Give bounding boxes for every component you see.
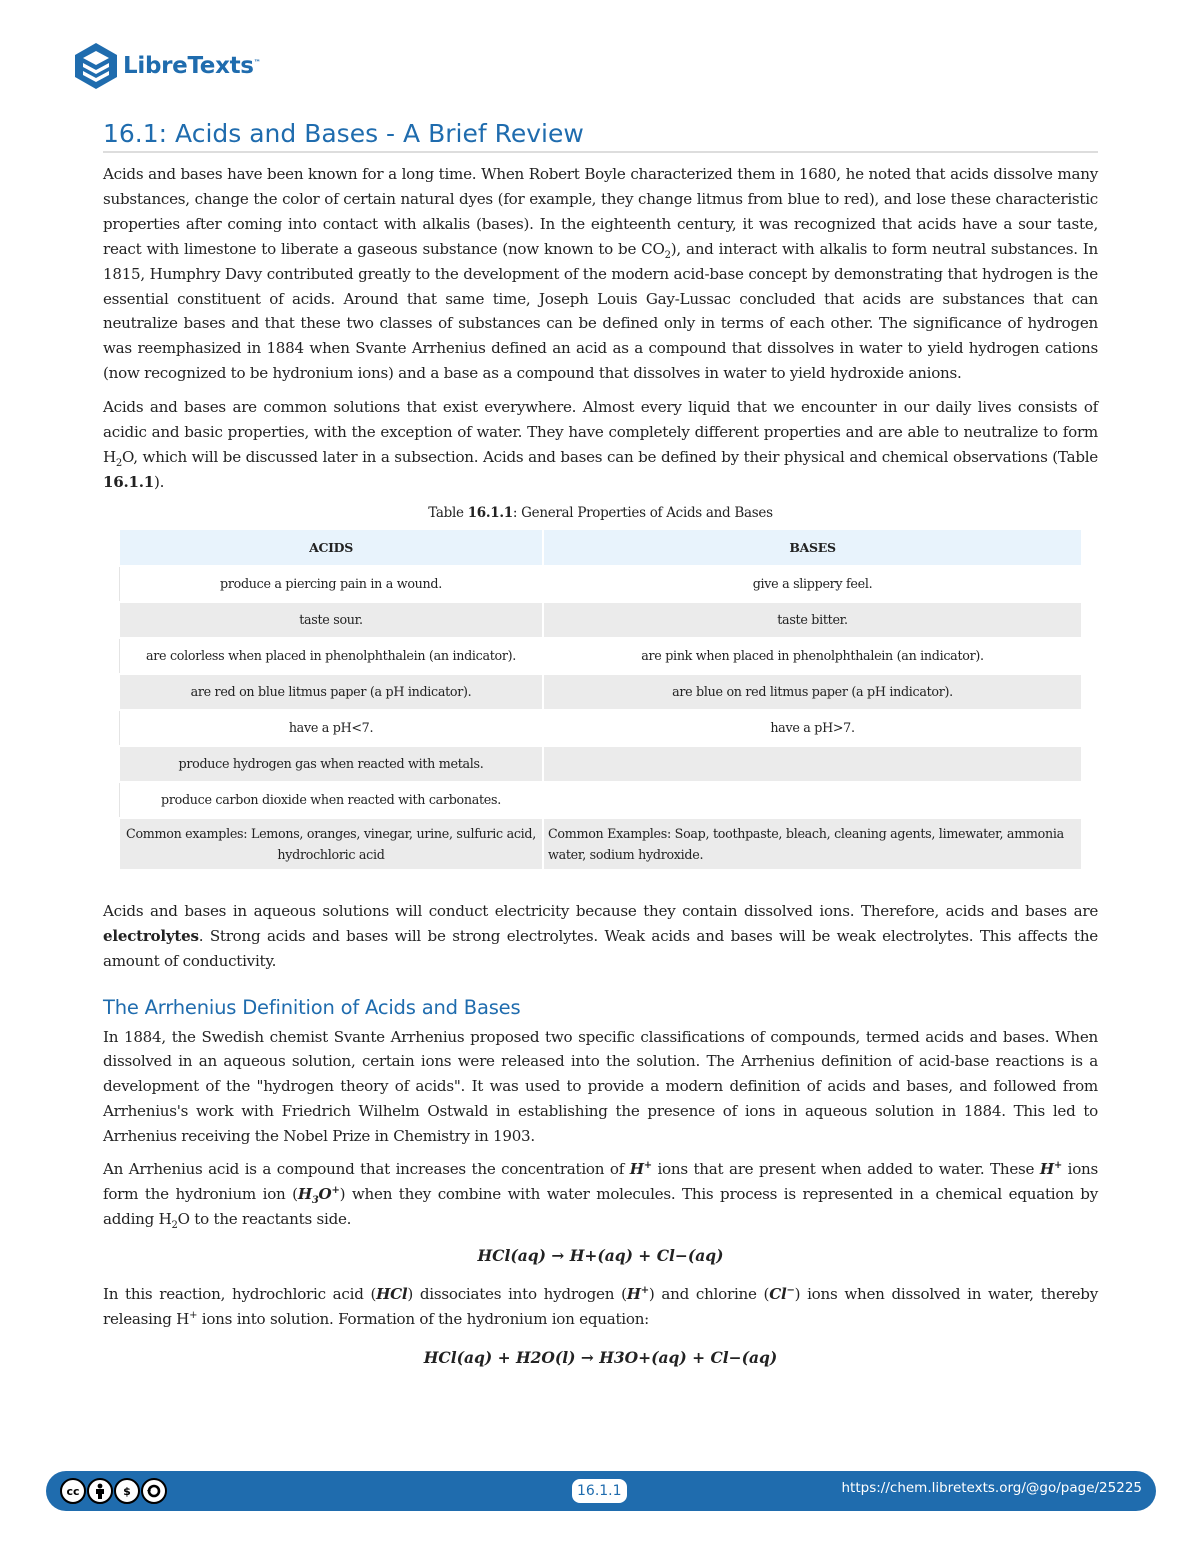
acid-cell: are red on blue litmus paper (a pH indicator). <box>119 674 543 710</box>
acid-cell: produce a piercing pain in a wound. <box>119 566 543 602</box>
table-row <box>119 674 1082 710</box>
table-row <box>119 746 1082 782</box>
page-footer <box>46 1471 1156 1511</box>
table-reference-link[interactable]: 16.1.1 <box>103 472 155 491</box>
page-title: 16.1: Acids and Bases - A Brief Review <box>103 119 1098 153</box>
column-header-bases: BASES <box>543 529 1082 566</box>
logo-text: LibreTexts™ <box>123 53 261 79</box>
libretexts-cube-icon <box>73 41 119 91</box>
base-cell: give a slippery feel. <box>543 566 1082 602</box>
arrhenius-paragraph: In 1884, the Swedish chemist Svante Arrhenius proposed two specific classifications of compounds, termed acids and bases. When dissolved in an aqueous solution, certain ions were released into the solution. The Arrhenius definition of acid-base reactions is a development of the "hydrogen theory of acids". It was used to provide a modern definition of acids and bases, and followed from Arrhenius's work with Friedrich Wilhelm Ostwald in establishing the presence of ions in aqueous solution in 1884. This led to Arrhenius receiving the Nobel Prize in Chemistry in 1903. <box>103 1027 1098 1146</box>
page-number: 16.1.1 <box>572 1479 627 1503</box>
creative-commons-license[interactable] <box>60 1478 168 1504</box>
sharealike-icon <box>141 1478 167 1504</box>
arrhenius-acid-paragraph: An Arrhenius acid is a compound that increases the concentration of H+ ions that are present when added to water. These H+ ions form the hydronium ion $(H_3O^+)$ when they combine with water molecules. This process is represented in a chemical equation by adding $H_2O$ to the reactants side. <box>103 1160 1098 1231</box>
acid-cell: have a pH<7. <box>119 710 543 746</box>
base-cell <box>543 782 1082 818</box>
equation-hcl-dissociation: HCl(aq) → H+(aq) + Cl−(aq) <box>477 1245 724 1265</box>
column-header-acids: ACIDS <box>119 529 543 566</box>
table-row <box>119 818 1082 870</box>
electrolytes-paragraph: Acids and bases in aqueous solutions will conduct electricity because they contain dissolved ions. Therefore, acids and bases are electrolytes. Strong acids and bases will be strong electrolytes. Weak acids and bases will be weak electrolytes. This affects the amount of conductivity. <box>103 901 1098 970</box>
noncommercial-icon: $ <box>114 1478 140 1504</box>
base-cell: are blue on red litmus paper (a pH indicator). <box>543 674 1082 710</box>
base-cell: have a pH>7. <box>543 710 1082 746</box>
section-heading-arrhenius: The Arrhenius Definition of Acids and Bases <box>103 995 521 1019</box>
table-row <box>119 566 1082 602</box>
equation-hydronium-formation: HCl(aq) + H2O(l) → H3O+(aq) + Cl−(aq) <box>423 1347 778 1367</box>
table-header-row <box>119 529 1082 566</box>
acid-cell: produce carbon dioxide when reacted with carbonates. <box>119 782 543 818</box>
table-caption: Table 16.1.1: General Properties of Acids and Bases <box>428 504 773 521</box>
base-cell: taste bitter. <box>543 602 1082 638</box>
table-row <box>119 710 1082 746</box>
base-cell: are pink when placed in phenolphthalein (an indicator). <box>543 638 1082 674</box>
table-row <box>119 782 1082 818</box>
properties-table <box>118 528 1083 871</box>
hcl-paragraph: In this reaction, hydrochloric acid (HCl) dissociates into hydrogen (H+) and chlorine (Cl−) ions when dissolved in water, thereby releasing H+ ions into solution. Formation of the hydronium ion equation: <box>103 1284 1098 1328</box>
acid-cell: Common examples: Lemons, oranges, vinegar, urine, sulfuric acid, hydrochloric acid <box>119 818 543 870</box>
by-attribution-icon <box>87 1478 113 1504</box>
acid-cell: produce hydrogen gas when reacted with metals. <box>119 746 543 782</box>
cc-icon: cc <box>60 1478 86 1504</box>
table-row <box>119 602 1082 638</box>
intro-paragraph-2: Acids and bases are common solutions that exist everywhere. Almost every liquid that we encounter in our daily lives consists of acidic and basic properties, with the exception of water. They have completely different properties and are able to neutralize to form $H_2O$, which will be discussed later in a subsection. Acids and bases can be defined by their physical and chemical observations (Table 16.1.1). <box>103 398 1098 491</box>
intro-paragraph: Acids and bases have been known for a long time. When Robert Boyle characterized them in 1680, he noted that acids dissolve many substances, change the color of certain natural dyes (for example, they change litmus from blue to red), and lose these characteristic properties after coming into contact with alkalis (bases). In the eighteenth century, it was recognized that acids have a sour taste, react with limestone to liberate a gaseous substance (now known to be $CO_2$), and interact with alkalis to form neutral substances. In 1815, Humphry Davy contributed greatly to the development of the modern acid-base concept by demonstrating that hydrogen is the essential constituent of acids. Around that same time, Joseph Louis Gay-Lussac concluded that acids are substances that can neutralize bases and that these two classes of substances can be defined only in terms of each other. The significance of hydrogen was reemphasized in 1884 when Svante Arrhenius defined an acid as a compound that dissolves in water to yield hydrogen cations (now recognized to be hydronium ions) and a base as a compound that dissolves in water to yield hydroxide anions. <box>103 165 1098 383</box>
table-row <box>119 638 1082 674</box>
acid-cell: are colorless when placed in phenolphthalein (an indicator). <box>119 638 543 674</box>
page-url-link[interactable]: https://chem.libretexts.org/@go/page/25225 <box>841 1480 1142 1496</box>
base-cell <box>543 746 1082 782</box>
libretexts-logo[interactable] <box>73 40 260 92</box>
acid-cell: taste sour. <box>119 602 543 638</box>
page-content <box>103 162 1098 1384</box>
base-cell: Common Examples: Soap, toothpaste, bleach, cleaning agents, limewater, ammonia water, sodium hydroxide. <box>543 818 1082 870</box>
